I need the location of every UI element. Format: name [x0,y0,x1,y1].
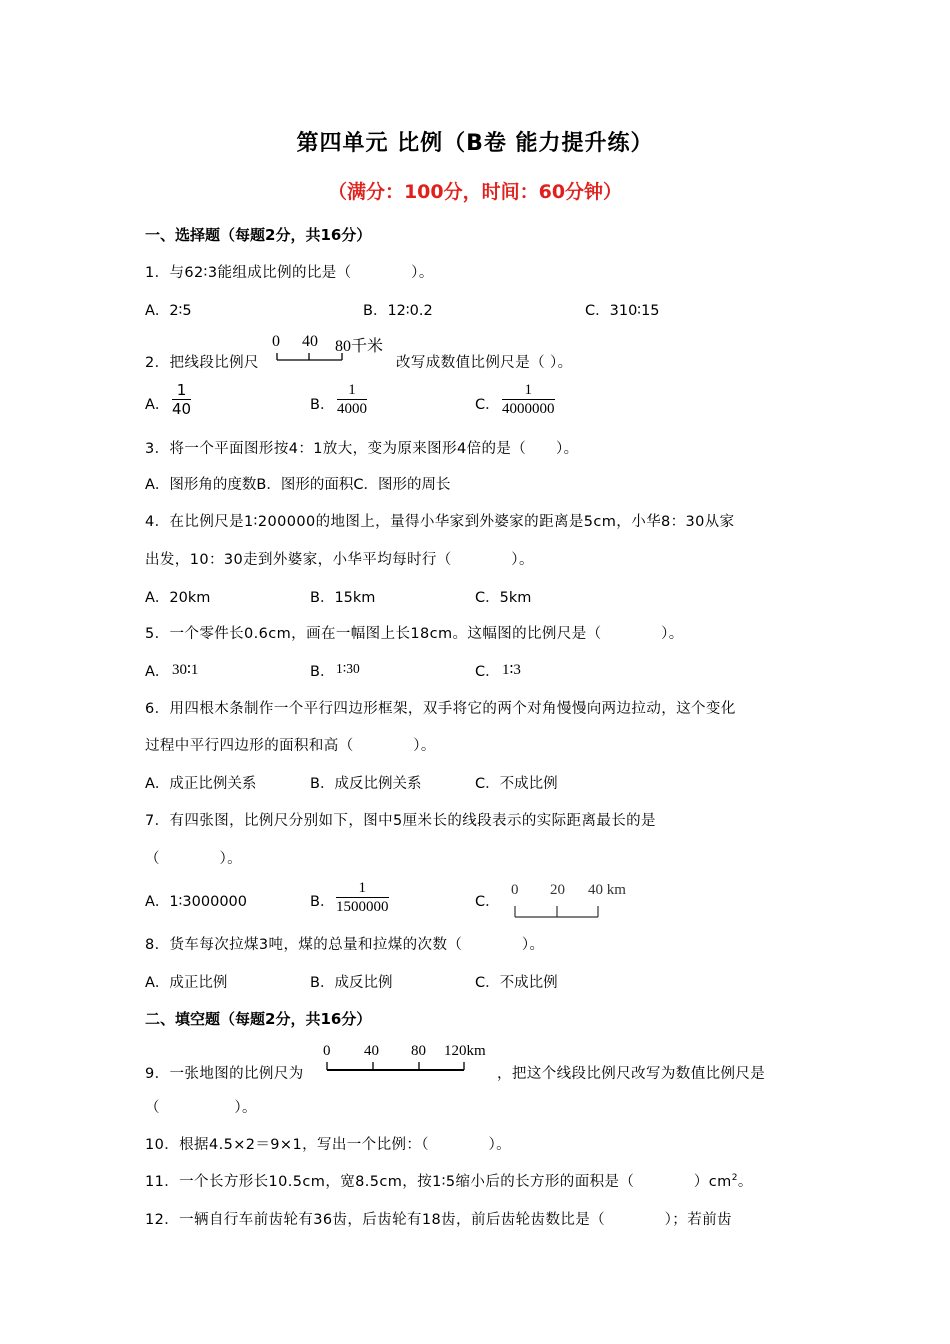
question-2-stem-end: 改写成数值比例尺是（ ）。 [396,355,573,371]
question-1-option-a: A．2∶5 [145,303,192,319]
question-7-option-a: A．1∶3000000 [145,894,247,910]
question-5-option-a-label: A． [145,664,170,680]
scale-tick-label: 40 [364,1043,379,1059]
question-9-stem-end: ，把这个线段比例尺改写为数值比例尺是 [497,1066,766,1082]
question-11-end: 。 [737,1174,753,1190]
question-8-option-c: C．不成比例 [475,975,558,991]
question-4-option-a: A．20km [145,590,211,606]
question-7-line-2: （ ）。 [145,851,243,867]
square-unit-exponent: 2 [731,1173,738,1184]
fraction-numerator: 1 [348,382,356,398]
question-4-line-1: 4．在比例尺是1∶200000的地图上，量得小华家到外婆家的距离是5cm，小华8：30从家 [145,514,735,530]
fraction-denominator: 4000 [337,401,367,417]
scale-tick-label: 80 [411,1043,426,1059]
question-11-stem: 11．一个长方形长10.5cm，宽8.5cm，按1∶5缩小后的长方形的面积是（ ）cm [145,1174,732,1190]
question-5-option-a: 30∶1 [172,662,199,678]
question-6-option-b: B．成反比例关系 [310,776,422,792]
question-4-line-2: 出发，10：30走到外婆家，小华平均每时行（ ）。 [145,552,534,568]
scale-tick-label: 80千米 [335,338,384,355]
question-3-stem: 3．将一个平面图形按4：1放大，变为原来图形4倍的是（ ）。 [145,441,579,457]
question-7-line-1: 7．有四张图，比例尺分别如下，图中5厘米长的线段表示的实际距离最长的是 [145,813,656,829]
question-2-option-a-fraction [172,381,191,419]
scale-tick-label: 0 [272,333,280,350]
question-12-stem: 12．一辆自行车前齿轮有36齿，后齿轮有18齿，前后齿轮齿数比是（ ）；若前齿 [145,1212,732,1228]
scale-tick-label: 40 km [588,882,626,898]
scale-tick-label: 0 [323,1043,331,1059]
question-2-option-a-label: A． [145,397,170,413]
fraction-numerator: 1 [524,382,532,398]
question-2-option-b-fraction [337,381,367,419]
section-heading-fill-in: 二、填空题（每题2分，共16分） [145,1010,372,1028]
question-7-option-c-label: C． [475,894,500,910]
scale-bar-line [510,904,640,920]
question-5-option-b: 1∶30 [336,661,360,676]
scale-tick-label: 20 [550,882,565,898]
question-4-option-b: B．15km [310,590,376,606]
question-1-stem: 1．与62∶3能组成比例的比是（ ）。 [145,265,434,281]
question-10-stem: 10．根据4.5×2＝9×1，写出一个比例：（ ）。 [145,1137,512,1153]
question-6-line-2: 过程中平行四边形的面积和高（ ）。 [145,738,436,754]
question-11 [145,1170,753,1191]
question-2-option-c-label: C． [475,397,500,413]
scale-tick-label: 120km [444,1043,486,1059]
question-9-stem-start: 9．一张地图的比例尺为 [145,1066,304,1082]
fraction-denominator: 1500000 [336,899,389,915]
scale-bar-line [322,1060,497,1074]
question-6-option-c: C．不成比例 [475,776,558,792]
question-7-option-b-label: B． [310,894,335,910]
page-subtitle: （满分：100分，时间：60分钟） [327,181,623,203]
question-1-option-c: C．310∶15 [585,303,660,319]
question-6-option-a: A．成正比例关系 [145,776,257,792]
question-2-stem-start: 2．把线段比例尺 [145,355,259,371]
fraction-numerator: 1 [358,880,366,896]
question-4-option-c: C．5km [475,590,532,606]
line-scale-bar-40km [510,882,640,922]
scale-tick-label: 40 [302,333,318,350]
question-8-stem: 8．货车每次拉煤3吨，煤的总量和拉煤的次数（ ）。 [145,937,545,953]
fraction-denominator: 4000000 [502,401,555,417]
question-2-option-c-fraction [502,381,555,419]
section-heading-choice: 一、选择题（每题2分，共16分） [145,226,372,244]
question-8-option-b: B．成反比例 [310,975,393,991]
page-title: 第四单元 比例（B卷 能力提升练） [296,131,654,156]
question-5-option-c-label: C． [475,664,500,680]
question-5-option-c: 1∶3 [502,662,521,678]
fraction-numerator: 1 [176,381,187,399]
question-8-option-a: A．成正比例 [145,975,228,991]
question-9-line-2: （ ）。 [145,1100,257,1116]
question-5-stem: 5．一个零件长0.6cm，画在一幅图上长18cm。这幅图的比例尺是（ ）。 [145,626,684,642]
line-scale-bar-80km [272,333,392,363]
question-6-line-1: 6．用四根木条制作一个平行四边形框架，双手将它的两个对角慢慢向两边拉动，这个变化 [145,701,736,717]
scale-tick-label: 0 [511,882,519,898]
fraction-denominator: 40 [172,400,192,418]
scale-bar-line [272,350,392,363]
question-3-options: A．图形角的度数B．图形的面积C．图形的周长 [145,477,451,493]
question-5-option-b-label: B． [310,664,335,680]
question-7-option-b-fraction [336,879,389,917]
question-1-option-b: B．12∶0.2 [363,303,433,319]
question-2-option-b-label: B． [310,397,335,413]
line-scale-bar-120km [322,1043,497,1075]
